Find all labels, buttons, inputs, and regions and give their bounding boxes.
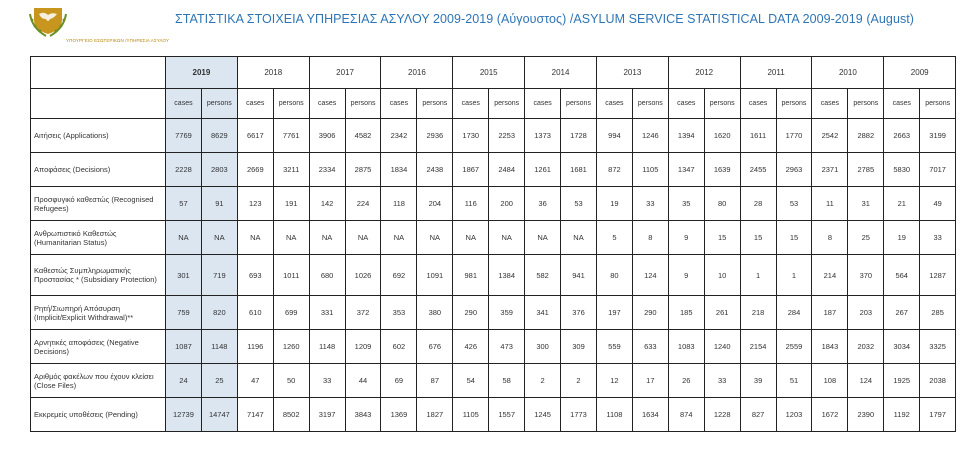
value-cell: 3843 [345,398,381,432]
value-cell: 12 [596,364,632,398]
value-cell: 267 [884,296,920,330]
value-cell: 610 [237,296,273,330]
value-cell: 8502 [273,398,309,432]
value-cell: 185 [668,296,704,330]
unit-header-persons: persons [848,89,884,119]
row-label: Εκκρεμείς υποθέσεις (Pending) [31,398,166,432]
unit-header-row [31,89,956,119]
value-cell: 33 [632,187,668,221]
table-row [31,330,956,364]
value-cell: 602 [381,330,417,364]
value-cell: 1196 [237,330,273,364]
table-row [31,187,956,221]
corner-cell [31,89,166,119]
value-cell: 874 [668,398,704,432]
value-cell: 47 [237,364,273,398]
value-cell: 28 [740,187,776,221]
value-cell: 2 [525,364,561,398]
value-cell: 203 [848,296,884,330]
value-cell: 7017 [920,153,956,187]
value-cell: 261 [704,296,740,330]
value-cell: NA [309,221,345,255]
value-cell: 473 [489,330,525,364]
year-header: 2012 [668,57,740,89]
unit-header-cases: cases [596,89,632,119]
value-cell: 1203 [776,398,812,432]
year-header-row [31,57,956,89]
value-cell: 1 [740,255,776,296]
value-cell: 218 [740,296,776,330]
value-cell: 1681 [561,153,597,187]
value-cell: 4582 [345,119,381,153]
value-cell: NA [417,221,453,255]
value-cell: 2334 [309,153,345,187]
year-header: 2016 [381,57,453,89]
value-cell: 1011 [273,255,309,296]
value-cell: NA [273,221,309,255]
value-cell: 53 [776,187,812,221]
unit-header-cases: cases [812,89,848,119]
value-cell: 1728 [561,119,597,153]
value-cell: 14747 [201,398,237,432]
value-cell: NA [345,221,381,255]
value-cell: 1192 [884,398,920,432]
table-row [31,153,956,187]
value-cell: 1557 [489,398,525,432]
value-cell: 51 [776,364,812,398]
value-cell: 1148 [201,330,237,364]
value-cell: NA [525,221,561,255]
value-cell: 1369 [381,398,417,432]
value-cell: 8 [632,221,668,255]
value-cell: 1611 [740,119,776,153]
value-cell: 981 [453,255,489,296]
value-cell: 33 [704,364,740,398]
value-cell: NA [561,221,597,255]
value-cell: 15 [740,221,776,255]
value-cell: 1091 [417,255,453,296]
value-cell: 80 [596,255,632,296]
value-cell: 2 [561,364,597,398]
value-cell: 1 [776,255,812,296]
value-cell: 19 [596,187,632,221]
value-cell: 25 [201,364,237,398]
value-cell: 2038 [920,364,956,398]
year-header: 2009 [884,57,956,89]
value-cell: 376 [561,296,597,330]
value-cell: 49 [920,187,956,221]
value-cell: 2484 [489,153,525,187]
unit-header-cases: cases [740,89,776,119]
value-cell: 80 [704,187,740,221]
value-cell: 1108 [596,398,632,432]
value-cell: 1672 [812,398,848,432]
value-cell: NA [453,221,489,255]
value-cell: 6617 [237,119,273,153]
value-cell: 12739 [166,398,202,432]
unit-header-persons: persons [417,89,453,119]
value-cell: 2438 [417,153,453,187]
unit-header-persons: persons [704,89,740,119]
value-cell: 1843 [812,330,848,364]
value-cell: 124 [848,364,884,398]
year-header: 2019 [166,57,238,89]
value-cell: 680 [309,255,345,296]
value-cell: 9 [668,255,704,296]
value-cell: 2803 [201,153,237,187]
unit-header-cases: cases [668,89,704,119]
value-cell: 15 [704,221,740,255]
value-cell: 2542 [812,119,848,153]
value-cell: 1394 [668,119,704,153]
value-cell: 353 [381,296,417,330]
value-cell: 2154 [740,330,776,364]
page-header [0,0,980,56]
value-cell: 15 [776,221,812,255]
value-cell: NA [237,221,273,255]
value-cell: 1260 [273,330,309,364]
value-cell: 719 [201,255,237,296]
value-cell: 559 [596,330,632,364]
value-cell: 1639 [704,153,740,187]
value-cell: 300 [525,330,561,364]
value-cell: 2032 [848,330,884,364]
value-cell: 1261 [525,153,561,187]
value-cell: 24 [166,364,202,398]
value-cell: 676 [417,330,453,364]
value-cell: 26 [668,364,704,398]
unit-header-persons: persons [561,89,597,119]
value-cell: 8 [812,221,848,255]
value-cell: 2875 [345,153,381,187]
value-cell: 5 [596,221,632,255]
unit-header-persons: persons [201,89,237,119]
value-cell: 1797 [920,398,956,432]
value-cell: 200 [489,187,525,221]
value-cell: 3906 [309,119,345,153]
value-cell: 57 [166,187,202,221]
page-title: ΣΤΑΤΙΣΤΙΚΑ ΣΤΟΙΧΕΙΑ ΥΠΗΡΕΣΙΑΣ ΑΣΥΛΟΥ 2009-2019 (Αύγουστος) /ASYLUM SERVICE STATISTICAL DATA 2009-2019 (August) [175,12,914,26]
value-cell: 759 [166,296,202,330]
year-header: 2010 [812,57,884,89]
value-cell: 21 [884,187,920,221]
value-cell: 633 [632,330,668,364]
value-cell: 2342 [381,119,417,153]
year-header: 2018 [237,57,309,89]
value-cell: 1827 [417,398,453,432]
cyprus-emblem-icon [28,4,68,38]
value-cell: 1209 [345,330,381,364]
value-cell: 108 [812,364,848,398]
unit-header-cases: cases [309,89,345,119]
value-cell: 7761 [273,119,309,153]
value-cell: 36 [525,187,561,221]
unit-header-cases: cases [525,89,561,119]
value-cell: 91 [201,187,237,221]
unit-header-persons: persons [776,89,812,119]
value-cell: 1148 [309,330,345,364]
value-cell: 33 [309,364,345,398]
value-cell: 380 [417,296,453,330]
value-cell: 582 [525,255,561,296]
table-body [31,119,956,432]
value-cell: 1105 [632,153,668,187]
value-cell: 426 [453,330,489,364]
value-cell: 87 [417,364,453,398]
value-cell: 3325 [920,330,956,364]
value-cell: 33 [920,221,956,255]
value-cell: 1026 [345,255,381,296]
unit-header-persons: persons [345,89,381,119]
year-header: 2013 [596,57,668,89]
value-cell: 285 [920,296,956,330]
value-cell: 1105 [453,398,489,432]
unit-header-cases: cases [884,89,920,119]
unit-header-persons: persons [273,89,309,119]
table-row [31,255,956,296]
value-cell: 197 [596,296,632,330]
value-cell: 11 [812,187,848,221]
value-cell: 941 [561,255,597,296]
value-cell: NA [201,221,237,255]
value-cell: 1925 [884,364,920,398]
value-cell: 1634 [632,398,668,432]
year-header: 2011 [740,57,812,89]
value-cell: 5830 [884,153,920,187]
value-cell: 1620 [704,119,740,153]
value-cell: 290 [453,296,489,330]
value-cell: 31 [848,187,884,221]
value-cell: 214 [812,255,848,296]
value-cell: 118 [381,187,417,221]
value-cell: 2559 [776,330,812,364]
value-cell: 2371 [812,153,848,187]
value-cell: 50 [273,364,309,398]
table-row [31,296,956,330]
value-cell: 1240 [704,330,740,364]
value-cell: 359 [489,296,525,330]
value-cell: 142 [309,187,345,221]
unit-header-cases: cases [453,89,489,119]
value-cell: 1834 [381,153,417,187]
value-cell: 3034 [884,330,920,364]
value-cell: 7147 [237,398,273,432]
row-label: Αποφάσεις (Decisions) [31,153,166,187]
value-cell: 341 [525,296,561,330]
value-cell: 693 [237,255,273,296]
value-cell: NA [381,221,417,255]
value-cell: 44 [345,364,381,398]
value-cell: 692 [381,255,417,296]
value-cell: 187 [812,296,848,330]
value-cell: 116 [453,187,489,221]
row-label: Ανθρωπιστικό Καθεστώς (Humanitarian Status) [31,221,166,255]
value-cell: 2455 [740,153,776,187]
year-header: 2017 [309,57,381,89]
unit-header-persons: persons [489,89,525,119]
unit-header-cases: cases [166,89,202,119]
value-cell: 3211 [273,153,309,187]
value-cell: 9 [668,221,704,255]
value-cell: 1287 [920,255,956,296]
value-cell: 1347 [668,153,704,187]
value-cell: 1730 [453,119,489,153]
statistics-table [30,56,956,432]
value-cell: 17 [632,364,668,398]
value-cell: 1773 [561,398,597,432]
value-cell: NA [166,221,202,255]
value-cell: 564 [884,255,920,296]
value-cell: 1384 [489,255,525,296]
value-cell: 69 [381,364,417,398]
value-cell: 994 [596,119,632,153]
table-row [31,364,956,398]
logo-caption: ΥΠΟΥΡΓΕΙΟ ΕΣΩΤΕΡΙΚΩΝ /ΥΠΗΡΕΣΙΑ ΑΣΥΛΟΥ [66,38,170,43]
value-cell: 2663 [884,119,920,153]
value-cell: 3197 [309,398,345,432]
value-cell: 2669 [237,153,273,187]
value-cell: 2390 [848,398,884,432]
value-cell: 1246 [632,119,668,153]
value-cell: 301 [166,255,202,296]
value-cell: 2936 [417,119,453,153]
table-row [31,398,956,432]
table-row [31,119,956,153]
value-cell: 370 [848,255,884,296]
value-cell: 1087 [166,330,202,364]
value-cell: 331 [309,296,345,330]
value-cell: 1083 [668,330,704,364]
value-cell: 35 [668,187,704,221]
row-label: Αριθμός φακέλων που έχουν κλείσει (Close Files) [31,364,166,398]
value-cell: 1245 [525,398,561,432]
value-cell: 58 [489,364,525,398]
value-cell: 3199 [920,119,956,153]
value-cell: 19 [884,221,920,255]
value-cell: 372 [345,296,381,330]
value-cell: 820 [201,296,237,330]
value-cell: 2882 [848,119,884,153]
value-cell: 191 [273,187,309,221]
unit-header-persons: persons [920,89,956,119]
value-cell: 10 [704,255,740,296]
value-cell: 2785 [848,153,884,187]
value-cell: 2253 [489,119,525,153]
value-cell: 699 [273,296,309,330]
unit-header-persons: persons [632,89,668,119]
unit-header-cases: cases [237,89,273,119]
value-cell: 8629 [201,119,237,153]
value-cell: 1373 [525,119,561,153]
row-label: Καθεστώς Συμπληρωματικής Προστασίας * (Subsidiary Protection) [31,255,166,296]
value-cell: 309 [561,330,597,364]
value-cell: 124 [632,255,668,296]
value-cell: 54 [453,364,489,398]
row-label: Αρνητικές αποφάσεις (Negative Decisions) [31,330,166,364]
row-label: Αιτήσεις (Applications) [31,119,166,153]
unit-header-cases: cases [381,89,417,119]
value-cell: 290 [632,296,668,330]
value-cell: 25 [848,221,884,255]
value-cell: 204 [417,187,453,221]
value-cell: 39 [740,364,776,398]
value-cell: 2963 [776,153,812,187]
value-cell: 284 [776,296,812,330]
value-cell: 1867 [453,153,489,187]
corner-cell [31,57,166,89]
value-cell: 7769 [166,119,202,153]
value-cell: 872 [596,153,632,187]
value-cell: 1228 [704,398,740,432]
value-cell: NA [489,221,525,255]
value-cell: 224 [345,187,381,221]
value-cell: 827 [740,398,776,432]
value-cell: 123 [237,187,273,221]
row-label: Προσφυγικό καθεστώς (Recognised Refugees) [31,187,166,221]
value-cell: 53 [561,187,597,221]
table-row [31,221,956,255]
year-header: 2015 [453,57,525,89]
value-cell: 2228 [166,153,202,187]
year-header: 2014 [525,57,597,89]
value-cell: 1770 [776,119,812,153]
row-label: Ρητή/Σιωπηρή Απόσυρση (Implicit/Explicit Withdrawal)** [31,296,166,330]
